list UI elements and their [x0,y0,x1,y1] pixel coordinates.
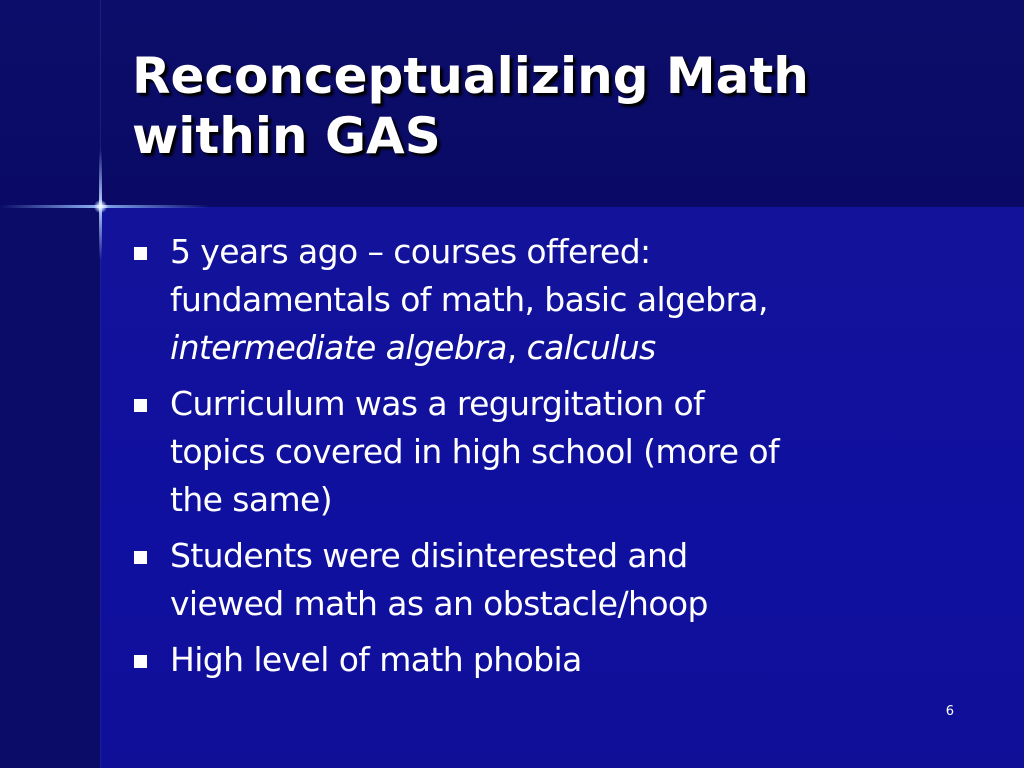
left-margin-background [0,207,100,768]
slide-title [132,46,992,166]
bullet-text-line: the same) [170,480,332,519]
divider-vertical [100,0,101,768]
square-bullet-icon [134,399,147,412]
square-bullet-icon [134,655,147,668]
slide-title-line: Reconceptualizing Math [132,47,809,105]
bullet-item [130,380,990,524]
bullet-text-line: viewed math as an obstacle/hoop [170,584,708,623]
bullet-text-line: fundamentals of math, basic algebra, [170,280,768,319]
bullet-text-line: 5 years ago – courses offered: [170,232,651,271]
square-bullet-icon [134,551,147,564]
separator-text: , [506,328,527,367]
bullet-item [130,228,990,372]
bullet-text-line: topics covered in high school (more of [170,432,779,471]
bullet-text-line: High level of math phobia [170,640,582,679]
bullet-text-line [170,324,990,372]
italic-text: calculus [526,328,656,367]
bullet-text-line: Curriculum was a regurgitation of [170,384,705,423]
bullet-item [130,532,990,628]
sparkle-star-icon [94,200,107,213]
slide-title-line: within GAS [132,107,441,165]
italic-text: intermediate algebra [170,328,507,367]
bullet-item [130,636,990,684]
slide-number: 6 [945,704,954,719]
square-bullet-icon [134,247,147,260]
bullet-text-line: Students were disinterested and [170,536,688,575]
bullet-list [130,228,990,692]
